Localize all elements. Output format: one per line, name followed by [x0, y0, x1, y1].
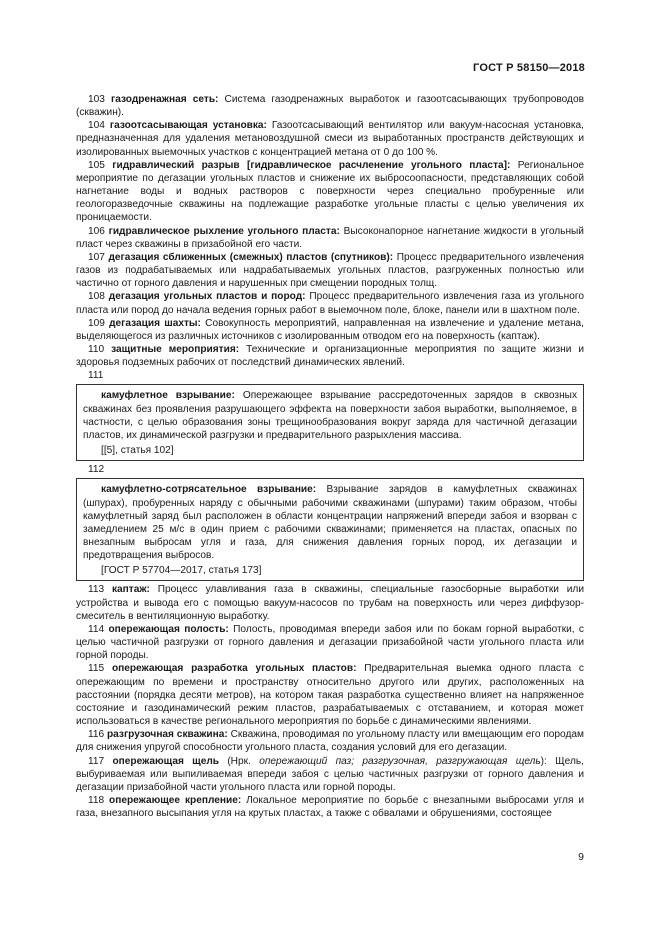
entry-111-source: [[5], статья 102] — [101, 445, 174, 457]
entry-118: 118 опережающее крепление: Локальное мероприятие по борьбе с внезапными выбросами угля и газа, внезапного высыпания угля на крутых пластах, а также с обвалами и обрушениями, состоящее — [76, 794, 584, 820]
term: камуфлетно-сотрясательное взрывание: — [101, 484, 317, 496]
term: опережающая щель — [112, 755, 219, 767]
entry-109: 109 дегазация шахты: Совокупность мероприятий, направленная на извлечение и удаление метана, выделяющегося из различных источников с изолированным отводом его на поверхность (каптаж). — [76, 317, 584, 342]
entry-104: 104 газоотсасывающая установка: Газоотсасывающий вентилятор или вакуум-насосная установка, предназначенная для удаления метановоздушной смеси из выработанных пространств действующих и изолированных выемочных участков с концентрацией метана от 0 до 100 %. — [76, 120, 584, 158]
entry-103: 103 газодренажная сеть: Система газодренажных выработок и газоотсасывающих трубопроводов (скважин). — [76, 94, 584, 119]
entry-114: 114 опережающая полость: Полость, проводимая впереди забоя или по бокам горной выработки, с целью частичной разгрузки от горного давления и дегазации призабойной части угольного пласта или горной породы. — [76, 623, 584, 662]
term: защитные мероприятия: — [111, 343, 240, 355]
entry-112: камуфлетно-сотрясательное взрывание: Взрывание зарядов в камуфлетных скважинах (шпурах), пробуренных наряду с обычными рабочими скважинами (шпурами) таким образом, чтобы камуфлетный заряд был расположен в области концентрации напряжений впереди забоя и взорван с замедлением 25 м/с в один прием с рабочими скважинами; применяется на пластах, опасных по внезапным выбросам угля и газа, для снижения давления горных пород, их дегазации и предотвращения выбросов. — [83, 484, 577, 562]
term: опережающая полость: — [108, 623, 229, 635]
entry-111-number: 111 — [88, 370, 104, 382]
term: газодренажная сеть: — [111, 94, 219, 105]
entry-117: 117 опережающая щель (Нрк. опережающий паз; разгрузочная, разгружающая щель): Щель, выбуриваемая или выпиливаемая впереди забоя с целью частичных разгрузки от горного давления и дегазации призабойной части угольного пласта или горной породы. — [76, 755, 584, 793]
term: каптаж: — [111, 584, 150, 596]
entry-112-box — [76, 478, 584, 581]
standard-header: ГОСТ Р 58150—2018 — [473, 62, 585, 74]
term: гидравлическое рыхление угольного пласта: — [108, 225, 340, 237]
entry-116: 116 разгрузочная скважина: Скважина, проводимая по угольному пласту или вмещающим его породам для снижения упругой способности угольного пласта, создания условий для его дегазации. — [76, 729, 584, 754]
term: камуфлетное взрывание: — [101, 390, 235, 402]
entry-112-source: [ГОСТ Р 57704—2017, статья 173] — [101, 565, 262, 577]
entry-115: 115 опережающая разработка угольных пластов: Предварительная выемка одного пласта с опережающим по времени и пространству относительно другого или других, расположенных на расстоянии (порядка десяти метров), на котором такая разработка существенно влияет на напряженное состояние и газодинамический режим пластов, разрабатываемых с отставанием, и которая может использоваться в качестве регионального мероприятия по борьбе с динамическими явлениями. — [76, 663, 584, 728]
entry-113: 113 каптаж: Процесс улавливания газа в скважины, специальные газосборные выработки или устройства и вывода его с помощью вакуум-насосов по трубам на поверхность или через диффузор-смеситель в вентиляционную выработку. — [76, 584, 584, 622]
term: газоотсасывающая установка: — [109, 120, 267, 132]
entry-112-number: 112 — [88, 464, 105, 476]
term: опережающее крепление: — [109, 794, 242, 806]
term: дегазация сближенных (смежных) пластов (спутников): — [108, 251, 394, 263]
term: дегазация шахты: — [109, 317, 201, 329]
entry-106: 106 гидравлическое рыхление угольного пласта: Высоконапорное нагнетание жидкости в угольный пласт через скважины в призабойной его части. — [76, 225, 584, 250]
term: опережающая разработка угольных пластов: — [111, 663, 357, 675]
term: гидравлический разрыв [гидравлическое расчленение угольного пласта]: — [112, 159, 511, 171]
page-number: 9 — [578, 851, 584, 863]
entry-105: 105 гидравлический разрыв [гидравлическое расчленение угольного пласта]: Региональное мероприятие по дегазации угольных пластов и снижение их выбросоопасности, представляющих собой нагнетание воды и водных растворов с поверхности через специально пробуренные или геологоразведочные скважины на подлежащие разработке угольные пласты с целью увеличения их проницаемости. — [76, 159, 584, 224]
document-body — [76, 93, 584, 820]
entry-108: 108 дегазация угольных пластов и пород: Процесс предварительного извлечения газа из угольного пласта или пород до начала ведения горных работ в выемочном поле, блоке, панели или в шахтном поле. — [76, 291, 584, 316]
term: разгрузочная скважина: — [106, 729, 228, 741]
entry-110: 110 защитные мероприятия: Технические и организационные мероприятия по защите жизни и здоровья подземных рабочих от последствий динамических явлений. — [76, 343, 584, 369]
entry-107: 107 дегазация сближенных (смежных) пластов (спутников): Процесс предварительного извлечения газов из подрабатываемых или надрабатываемых угольных пластов, разгруженных полностью или частично от горного давления и нарушенных при смещении породных толщ. — [76, 251, 584, 290]
deprecated-terms: опережающий паз; разгрузочная, разгружающая щель — [259, 755, 541, 767]
term: дегазация угольных пластов и пород: — [108, 291, 306, 303]
entry-111: камуфлетное взрывание: Опережающее взрывание рассредоточенных зарядов в сквозных скважинах без проявления разрушающего эффекта на поверхности забоя выработки, выполняемое, в частности, с целью образования зоны трещинообразования вокруг заряда для частичной дегазации пластов, их динамической разгрузки и предварительного разрыхления массива. — [83, 390, 578, 441]
entry-111-box — [76, 384, 584, 461]
